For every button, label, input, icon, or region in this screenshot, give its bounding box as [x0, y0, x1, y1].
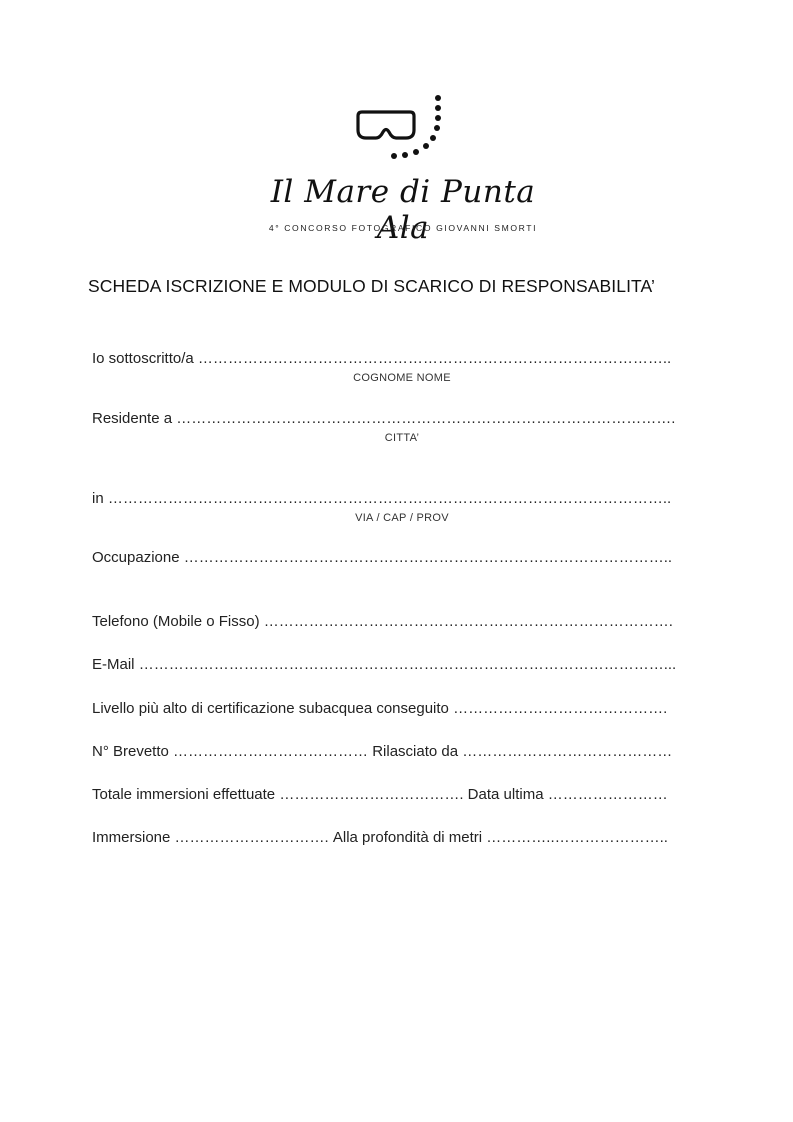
phone-label: Telefono (Mobile o Fisso) [92, 613, 260, 630]
last-date-label: Data ultima [467, 786, 544, 803]
occupation-dots[interactable]: …………………………………………………………………………………….. [183, 549, 673, 566]
name-dots[interactable]: ………………………………………………………………………………….. [197, 350, 672, 367]
form-title: SCHEDA ISCRIZIONE E MODULO DI SCARICO DI RESPONSABILITA’ [88, 276, 655, 296]
last-dive-field[interactable] [92, 829, 712, 849]
occupation-field[interactable] [92, 549, 712, 569]
license-number-dots[interactable]: ………………………………… [173, 743, 369, 760]
phone-dots[interactable]: ………………………………………………………………………. [263, 613, 673, 630]
license-field[interactable] [92, 743, 712, 763]
city-dots[interactable]: ………………………………………………………………………………………. [176, 410, 676, 427]
issuer-label: Rilasciato da [372, 743, 459, 760]
depth-dots[interactable]: …………..………………….. [486, 829, 668, 846]
issuer-dots[interactable]: …………………………………… [462, 743, 673, 760]
name-caption: COGNOME NOME [353, 372, 451, 384]
license-label: N° Brevetto [92, 743, 169, 760]
address-dots[interactable]: ………………………………………………………………………………………………….. [107, 490, 672, 507]
dives-count-dots[interactable]: ………………………………. [279, 786, 464, 803]
certification-dots[interactable]: ……………………………………. [453, 700, 668, 717]
address-field[interactable] [92, 490, 712, 510]
logo-subtitle: 4° CONCORSO FOTOGRAFICO GIOVANNI SMORTI [268, 223, 538, 233]
city-caption: CITTA’ [384, 432, 420, 444]
depth-label: Alla profondità di metri [332, 829, 483, 846]
logo-name: Il Mare di Punta Ala [270, 174, 536, 246]
dives-field[interactable] [92, 786, 712, 806]
email-field[interactable] [92, 656, 712, 676]
email-label: E-Mail [92, 656, 135, 673]
occupation-label: Occupazione [92, 549, 180, 566]
phone-field[interactable] [92, 613, 712, 633]
certification-field[interactable] [92, 700, 712, 720]
city-field[interactable] [92, 410, 712, 430]
name-label: Io sottoscritto/a [92, 350, 194, 367]
certification-label: Livello più alto di certificazione subacquea conseguito [92, 700, 449, 717]
address-label: in [92, 490, 104, 507]
logo [258, 94, 548, 246]
name-field[interactable] [92, 350, 712, 370]
last-dive-label: Immersione [92, 829, 171, 846]
address-caption: VIA / CAP / PROV [355, 512, 449, 524]
email-dots[interactable]: ……………………………………………………………………………………………... [138, 656, 677, 673]
last-dive-dots[interactable]: …………………………. [174, 829, 329, 846]
last-date-dots[interactable]: …………………… [547, 786, 668, 803]
diving-mask-icon [352, 94, 452, 164]
city-label: Residente a [92, 410, 173, 427]
dives-label: Totale immersioni effettuate [92, 786, 276, 803]
